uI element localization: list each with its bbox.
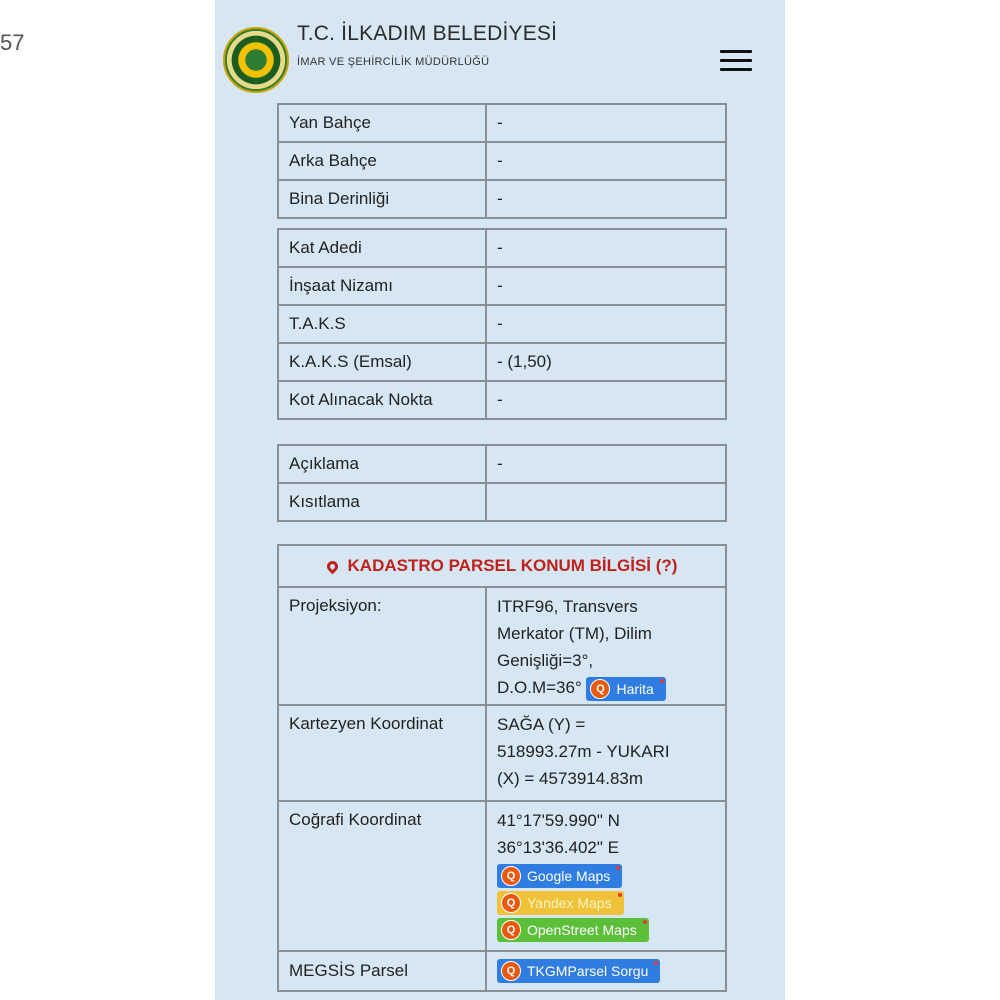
row-value: - [497,390,503,409]
geographic-label: Coğrafi Koordinat [279,802,487,950]
projection-line: Genişliği=3°, [497,651,594,670]
cadastre-title[interactable]: KADASTRO PARSEL KONUM BİLGİSİ (?) [347,556,678,575]
google-maps-button[interactable] [497,864,622,888]
projection-row [279,588,725,706]
row-label: T.A.K.S [279,306,487,342]
projection-last-line [497,674,715,701]
row-label: Yan Bahçe [279,105,487,141]
site-header [215,0,785,100]
cartesian-value [487,706,725,800]
table-row [279,446,725,484]
hamburger-menu-icon[interactable] [720,50,752,74]
row-label: Arka Bahçe [279,143,487,179]
table-row [279,268,725,306]
projection-label: Projeksiyon: [279,588,487,704]
setback-table [277,103,727,219]
org-title: T.C. İLKADIM BELEDİYESİ [297,22,558,45]
row-value: - [497,276,503,295]
search-icon: Q [501,920,521,940]
cartesian-row [279,706,725,802]
geographic-row [279,802,725,952]
google-maps-label: Google Maps [527,868,611,884]
row-label: Bina Derinliği [279,181,487,217]
yandex-maps-button[interactable] [497,891,624,915]
row-value: - [497,238,503,257]
badge-dot [643,920,647,924]
megsis-row [279,952,725,990]
location-pin-icon [324,558,340,574]
org-subtitle: İMAR VE ŞEHİRCİLİK MÜDÜRLÜĞÜ [297,56,490,68]
projection-line: ITRF96, Transvers [497,597,638,616]
cartesian-label: Kartezyen Koordinat [279,706,487,800]
row-label: Açıklama [279,446,487,482]
megsis-value [487,952,725,990]
latitude: 41°17'59.990" N [497,811,620,830]
cadastre-location-table [277,544,727,992]
table-row [279,230,725,268]
row-label: K.A.K.S (Emsal) [279,344,487,380]
geographic-value [487,802,725,950]
tkgm-parcel-query-button[interactable] [497,959,660,983]
cartesian-line: SAĞA (Y) = [497,715,586,734]
row-value: - [497,189,503,208]
row-value: - (1,50) [497,352,552,371]
badge-dot [654,961,658,965]
tkgm-button-label: TKGMParsel Sorgu [527,963,649,979]
projection-line: D.O.M=36° [497,678,582,697]
table-row [279,181,725,217]
row-value: - [497,454,503,473]
row-label: Kat Adedi [279,230,487,266]
row-label: Kot Alınacak Nokta [279,382,487,418]
badge-dot [660,679,664,683]
cartesian-line: (X) = 4573914.83m [497,769,644,788]
corner-number: 57 [0,30,25,55]
cadastre-header [279,546,725,588]
table-row [279,306,725,344]
row-value: - [497,113,503,132]
row-label: İnşaat Nizamı [279,268,487,304]
projection-value [487,588,725,704]
search-icon: Q [501,866,521,886]
badge-dot [616,866,620,870]
harita-button[interactable] [586,677,665,701]
row-value: - [497,314,503,333]
harita-button-label: Harita [616,680,654,697]
megsis-label: MEGSİS Parsel [279,952,487,990]
projection-line: Merkator (TM), Dilim [497,624,652,643]
longitude: 36°13'36.402" E [497,838,619,857]
municipality-logo[interactable] [223,27,289,93]
row-label: Kısıtlama [279,484,487,520]
search-icon: Q [590,679,610,699]
table-row [279,143,725,181]
search-icon: Q [501,961,521,981]
yandex-maps-label: Yandex Maps [527,895,612,911]
table-row [279,344,725,382]
mobile-page [215,0,785,1000]
table-row [279,105,725,143]
openstreet-maps-label: OpenStreet Maps [527,922,637,938]
openstreet-maps-button[interactable] [497,918,649,942]
badge-dot [618,893,622,897]
notes-table [277,444,727,522]
table-row [279,484,725,520]
building-table [277,228,727,420]
search-icon: Q [501,893,521,913]
cartesian-line: 518993.27m - YUKARI [497,742,670,761]
table-row [279,382,725,418]
row-value: - [497,151,503,170]
row-value [487,484,725,520]
